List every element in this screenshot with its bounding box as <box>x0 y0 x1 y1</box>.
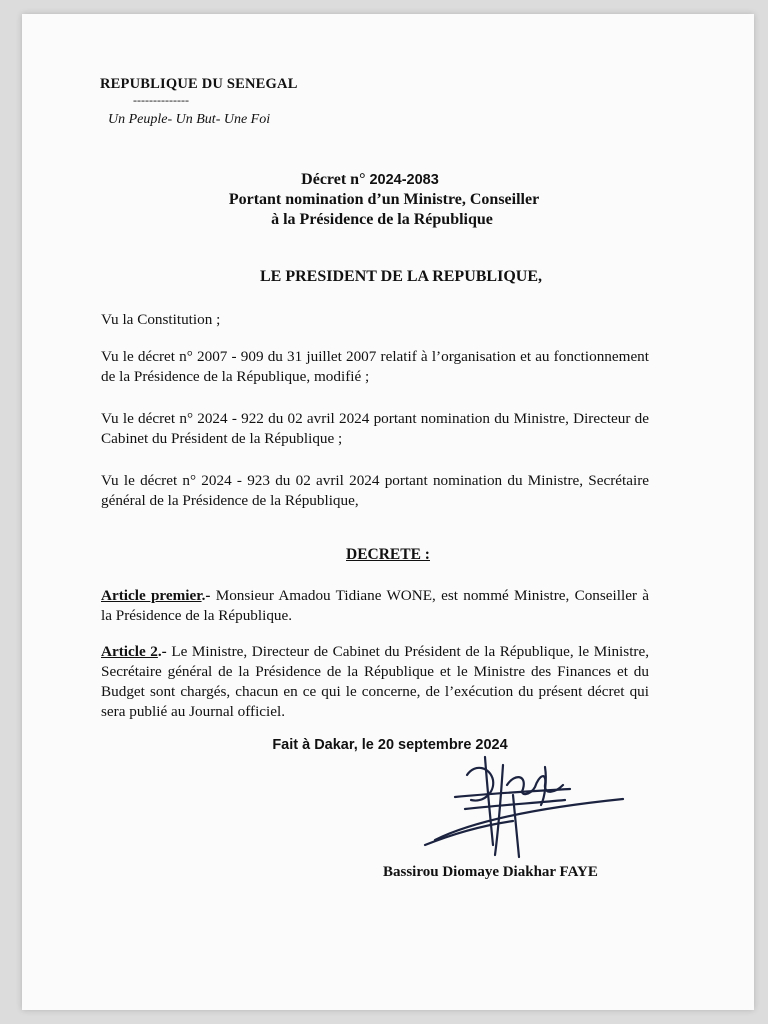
decree-title-block <box>0 170 768 230</box>
visa-decree-2024-922: Vu le décret n° 2024 - 922 du 02 avril 2024 portant nomination du Ministre, Directeur de Cabinet du Président de la République ; <box>101 410 649 447</box>
article-separator: .- <box>201 587 216 604</box>
place-and-date: Fait à Dakar, le 20 septembre 2024 <box>272 737 508 753</box>
article-label: Article premier <box>101 587 202 604</box>
article-separator: .- <box>157 643 172 660</box>
decree-number-line <box>0 170 754 190</box>
president-heading: LE PRESIDENT DE LA REPUBLIQUE, <box>260 268 542 285</box>
article-text: Le Ministre, Directeur de Cabinet du Président de la République, le Ministre, Secrétaire général de la Présidence de la République et le Ministre des Finances et du Budget sont chargés, chacun en ce qui le concerne, de l’exécution du présent décret qui sera publié au Journal officiel. <box>101 643 650 720</box>
decree-number: 2024-2083 <box>369 172 439 188</box>
article-2 <box>101 642 649 722</box>
signatory-name: Bassirou Diomaye Diakhar FAYE <box>383 864 598 880</box>
decree-subject-line2: à la Présidence de la République <box>271 211 493 228</box>
visa-decree-2024-923: Vu le décret n° 2024 - 923 du 02 avril 2024 portant nomination du Ministre, Secrétaire général de la Présidence de la République, <box>101 472 649 509</box>
handwritten-signature <box>395 745 655 865</box>
decree-subject-line1: Portant nomination d’un Ministre, Conseiller <box>228 191 540 208</box>
article-label: Article 2 <box>101 643 158 660</box>
decrete-heading: DECRETE : <box>346 546 430 563</box>
header-separator: -------------- <box>133 93 189 107</box>
article-text: Monsieur Amadou Tidiane WONE, est nommé Ministre, Conseiller à la Présidence de la République. <box>101 587 649 624</box>
visa-decree-2007-909: Vu le décret n° 2007 - 909 du 31 juillet 2007 relatif à l’organisation et au fonctionnement de la Présidence de la République, modifié ; <box>101 348 649 385</box>
republic-title: REPUBLIQUE DU SENEGAL <box>100 76 298 92</box>
national-motto: Un Peuple- Un But- Une Foi <box>108 112 271 127</box>
decree-prefix: Décret n° <box>301 171 366 188</box>
visa-constitution: Vu la Constitution ; <box>101 311 221 328</box>
article-premier <box>101 586 649 626</box>
